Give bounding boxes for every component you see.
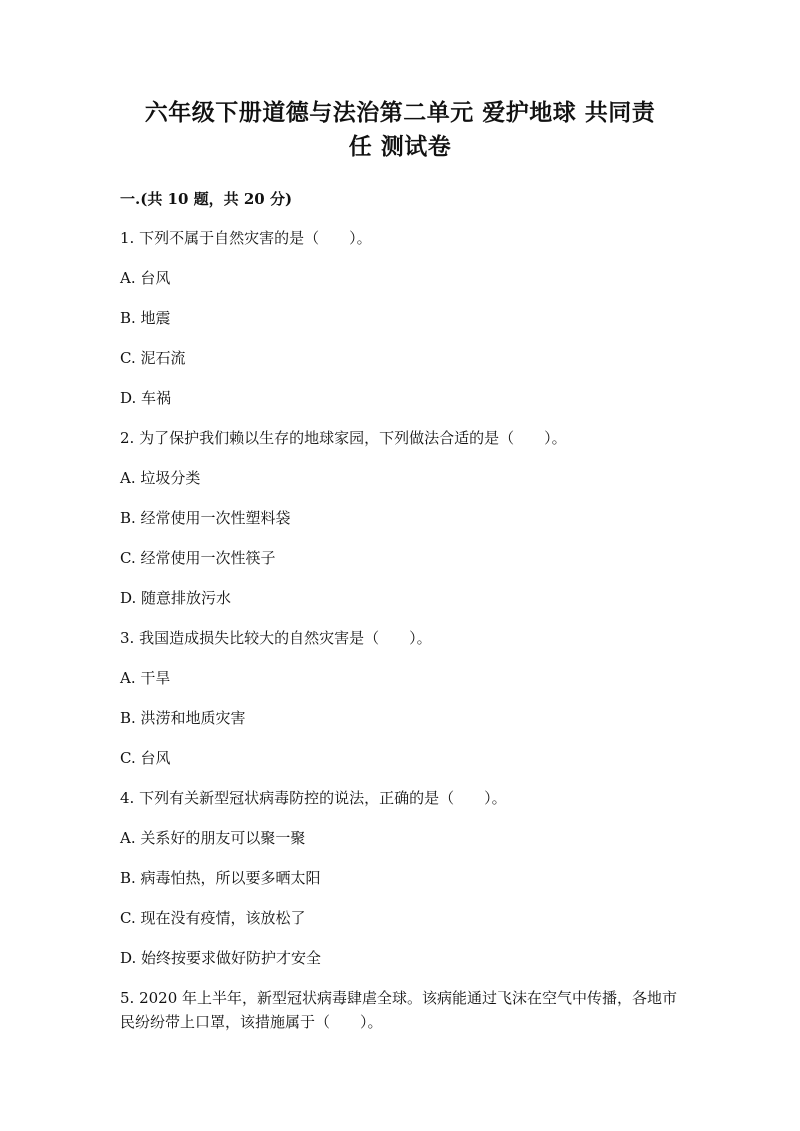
option-b: B. 洪涝和地质灾害 <box>120 709 246 727</box>
question-text: 5. 2020 年上半年，新型冠状病毒肆虐全球。该病能通过飞沫在空气中传播，各地市民纷纷带上口罩，该措施属于（ ）。 <box>120 989 678 1031</box>
option-a: A. 垃圾分类 <box>120 469 201 487</box>
option-a: A. 干旱 <box>120 669 171 687</box>
question-5 <box>120 986 680 1034</box>
option-b: B. 病毒怕热，所以要多晒太阳 <box>120 869 321 887</box>
option-d: D. 随意排放污水 <box>120 589 232 607</box>
question-text: 3. 我国造成损失比较大的自然灾害是（ ）。 <box>120 629 432 647</box>
question-text: 2. 为了保护我们赖以生存的地球家园，下列做法合适的是（ ）。 <box>120 429 567 447</box>
option-b: B. 地震 <box>120 309 171 327</box>
option-a: A. 关系好的朋友可以聚一聚 <box>120 829 306 847</box>
option-c: C. 现在没有疫情，该放松了 <box>120 909 306 927</box>
question-text: 4. 下列有关新型冠状病毒防控的说法，正确的是（ ）。 <box>120 789 507 807</box>
title-line-1: 六年级下册道德与法治第二单元 爱护地球 共同责 <box>144 99 656 126</box>
page-title <box>120 96 680 164</box>
question-2 <box>120 426 680 610</box>
question-4 <box>120 786 680 970</box>
option-d: D. 始终按要求做好防护才安全 <box>120 949 322 967</box>
question-1 <box>120 226 680 410</box>
option-c: C. 泥石流 <box>120 349 186 367</box>
option-c: C. 台风 <box>120 749 171 767</box>
option-a: A. 台风 <box>120 269 171 287</box>
section-heading: 一.(共 10 题，共 20 分) <box>120 190 293 208</box>
option-b: B. 经常使用一次性塑料袋 <box>120 509 291 527</box>
question-list <box>120 226 680 1034</box>
title-line-2: 任 测试卷 <box>348 133 452 160</box>
option-c: C. 经常使用一次性筷子 <box>120 549 276 567</box>
option-d: D. 车祸 <box>120 389 172 407</box>
question-text: 1. 下列不属于自然灾害的是（ ）。 <box>120 229 372 247</box>
question-3 <box>120 626 680 770</box>
